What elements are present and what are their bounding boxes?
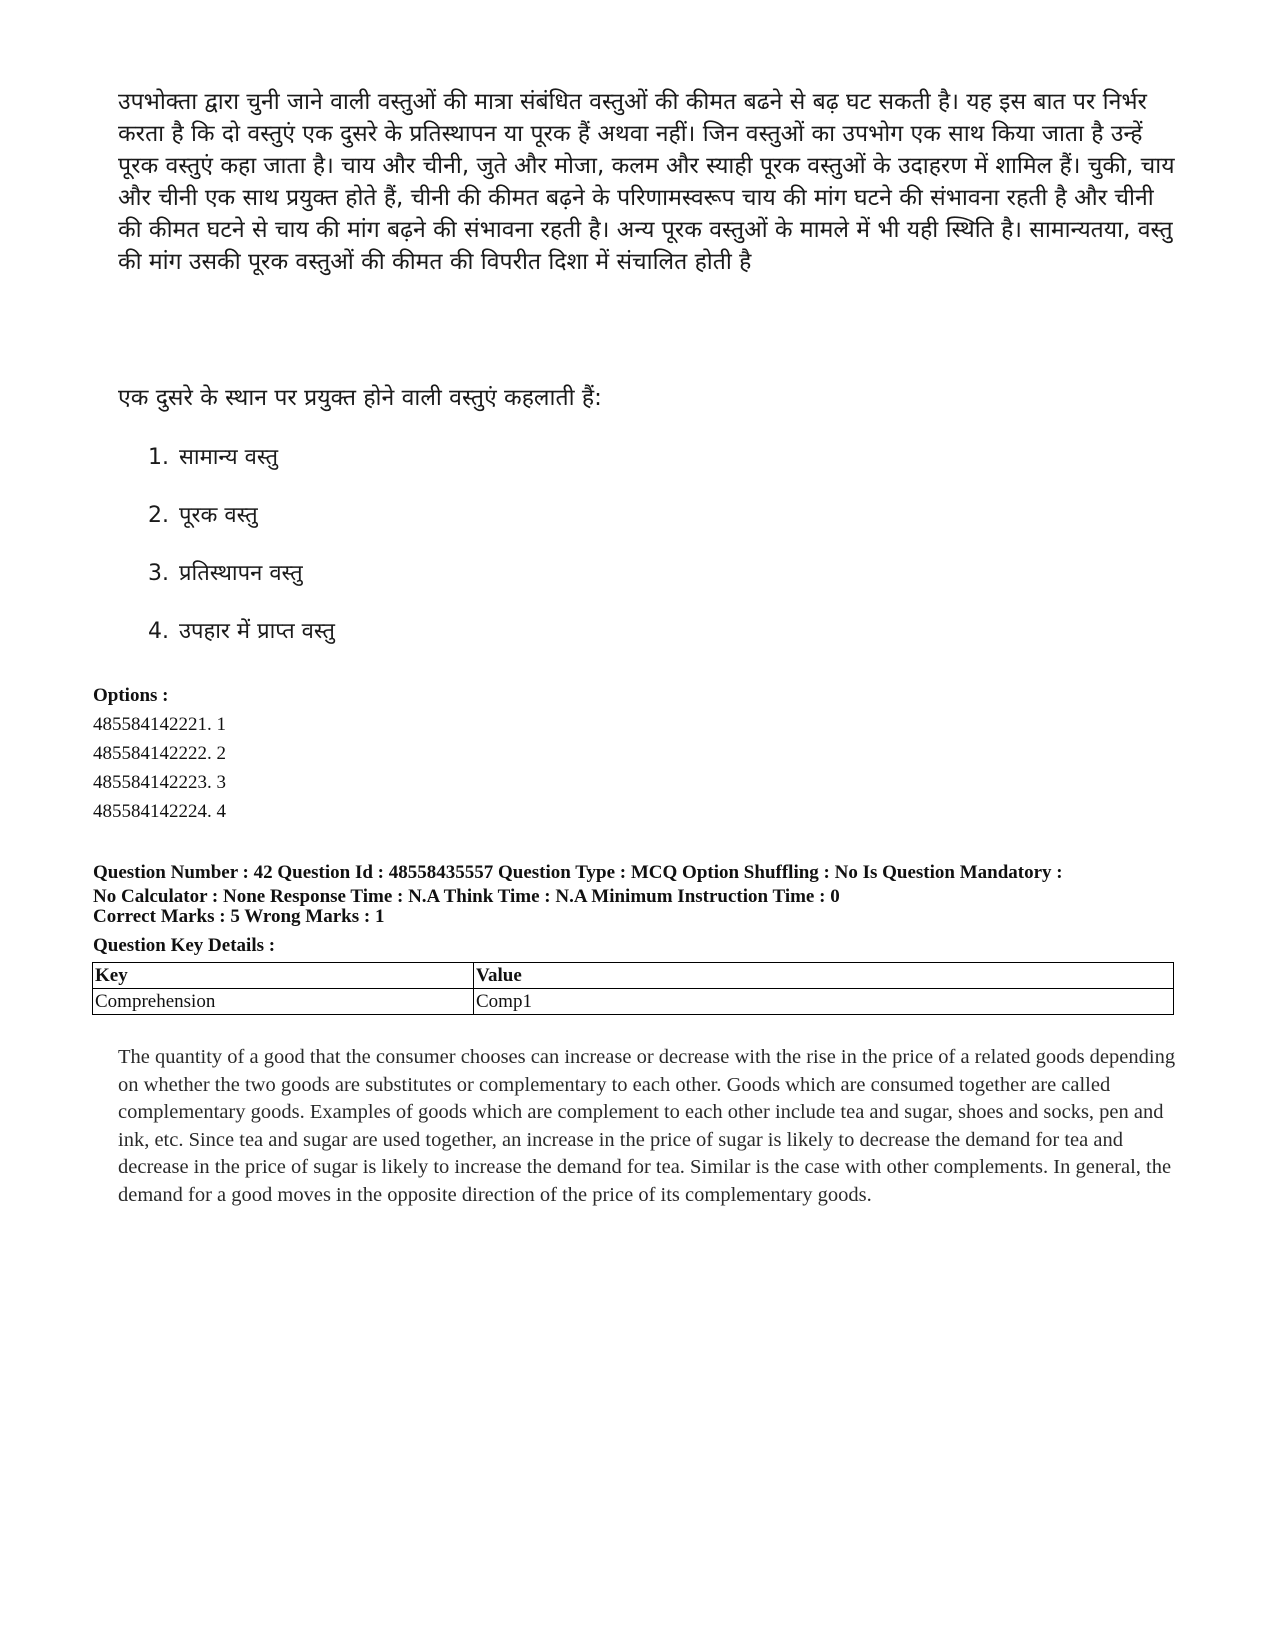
choice-number: 2. (148, 503, 169, 528)
question-meta-line-1: Question Number : 42 Question Id : 48558435557 Question Type : MCQ Option Shuffling : No Is Question Mandatory : (93, 862, 1063, 883)
table-header-cell: Value (474, 963, 1174, 989)
choice-item (148, 558, 335, 616)
table-row (93, 989, 1174, 1015)
choice-list (148, 442, 335, 674)
choice-number: 1. (148, 445, 169, 470)
table-header-row (93, 963, 1174, 989)
question-meta (93, 861, 1203, 909)
choice-text: उपहार में प्राप्त वस्तु (179, 619, 335, 644)
table-header-cell: Key (93, 963, 474, 989)
choice-item (148, 500, 335, 558)
english-passage: The quantity of a good that the consumer chooses can increase or decrease with the rise in the price of a related goods depending on whether the two goods are substitutes or complementary to each other. Goods which are consumed together are called complementary goods. Examples of goods which are complement to each other include tea and sugar, shoes and socks, pen and ink, etc. Since tea and sugar are used together, an increase in the price of sugar is likely to decrease the demand for tea and decrease in the price of sugar is likely to increase the demand for tea. Similar is the case with other complements. In general, the demand for a good moves in the opposite direction of the price of its complementary goods. (118, 1046, 1176, 1206)
choice-item (148, 616, 335, 674)
choice-item (148, 442, 335, 500)
key-details-heading: Question Key Details : (93, 935, 276, 956)
option-item: 485584142221. 1 (93, 714, 226, 735)
key-details-table (92, 962, 1174, 1015)
question-meta-line-2: No Calculator : None Response Time : N.A Think Time : N.A Minimum Instruction Time : 0 (93, 886, 840, 907)
choice-text: सामान्य वस्तु (179, 445, 278, 470)
hindi-passage: उपभोक्ता द्वारा चुनी जाने वाली वस्तुओं की मात्रा संबंधित वस्तुओं की कीमत बढने से बढ़ घट सकती है। यह इस बात पर निर्भर करता है कि दो वस्तुएं एक दुसरे के प्रतिस्थापन या पूरक हैं अथवा नहीं। जिन वस्तुओं का उपभोग एक साथ किया जाता है उन्हें पूरक वस्तुएं कहा जाता है। चाय और चीनी, जुते और मोजा, कलम और स्याही पूरक वस्तुओं के उदाहरण में शामिल हैं। चुकी, चाय और चीनी एक साथ प्रयुक्त होते हैं, चीनी की कीमत बढ़ने के परिणामस्वरूप चाय की मांग घटने की संभावना रहती है और चीनी की कीमत घटने से चाय की मांग बढ़ने की संभावना रहती है। अन्य पूरक वस्तुओं के मामले में भी यही स्थिति है। सामान्यतया, वस्तु की मांग उसकी पूरक वस्तुओं की कीमत की विपरीत दिशा में संचालित होती है (118, 89, 1175, 275)
option-item: 485584142222. 2 (93, 743, 226, 764)
option-item: 485584142224. 4 (93, 801, 226, 822)
choice-number: 3. (148, 561, 169, 586)
marks-line: Correct Marks : 5 Wrong Marks : 1 (93, 906, 385, 927)
question-text: एक दुसरे के स्थान पर प्रयुक्त होने वाली वस्तुएं कहलाती हैं: (118, 385, 602, 411)
table-cell: Comprehension (93, 989, 474, 1015)
choice-number: 4. (148, 619, 169, 644)
options-heading: Options : (93, 685, 169, 706)
table-cell: Comp1 (474, 989, 1174, 1015)
option-item: 485584142223. 3 (93, 772, 226, 793)
choice-text: पूरक वस्तु (179, 503, 258, 528)
options-block (93, 681, 226, 826)
choice-text: प्रतिस्थापन वस्तु (179, 561, 303, 586)
